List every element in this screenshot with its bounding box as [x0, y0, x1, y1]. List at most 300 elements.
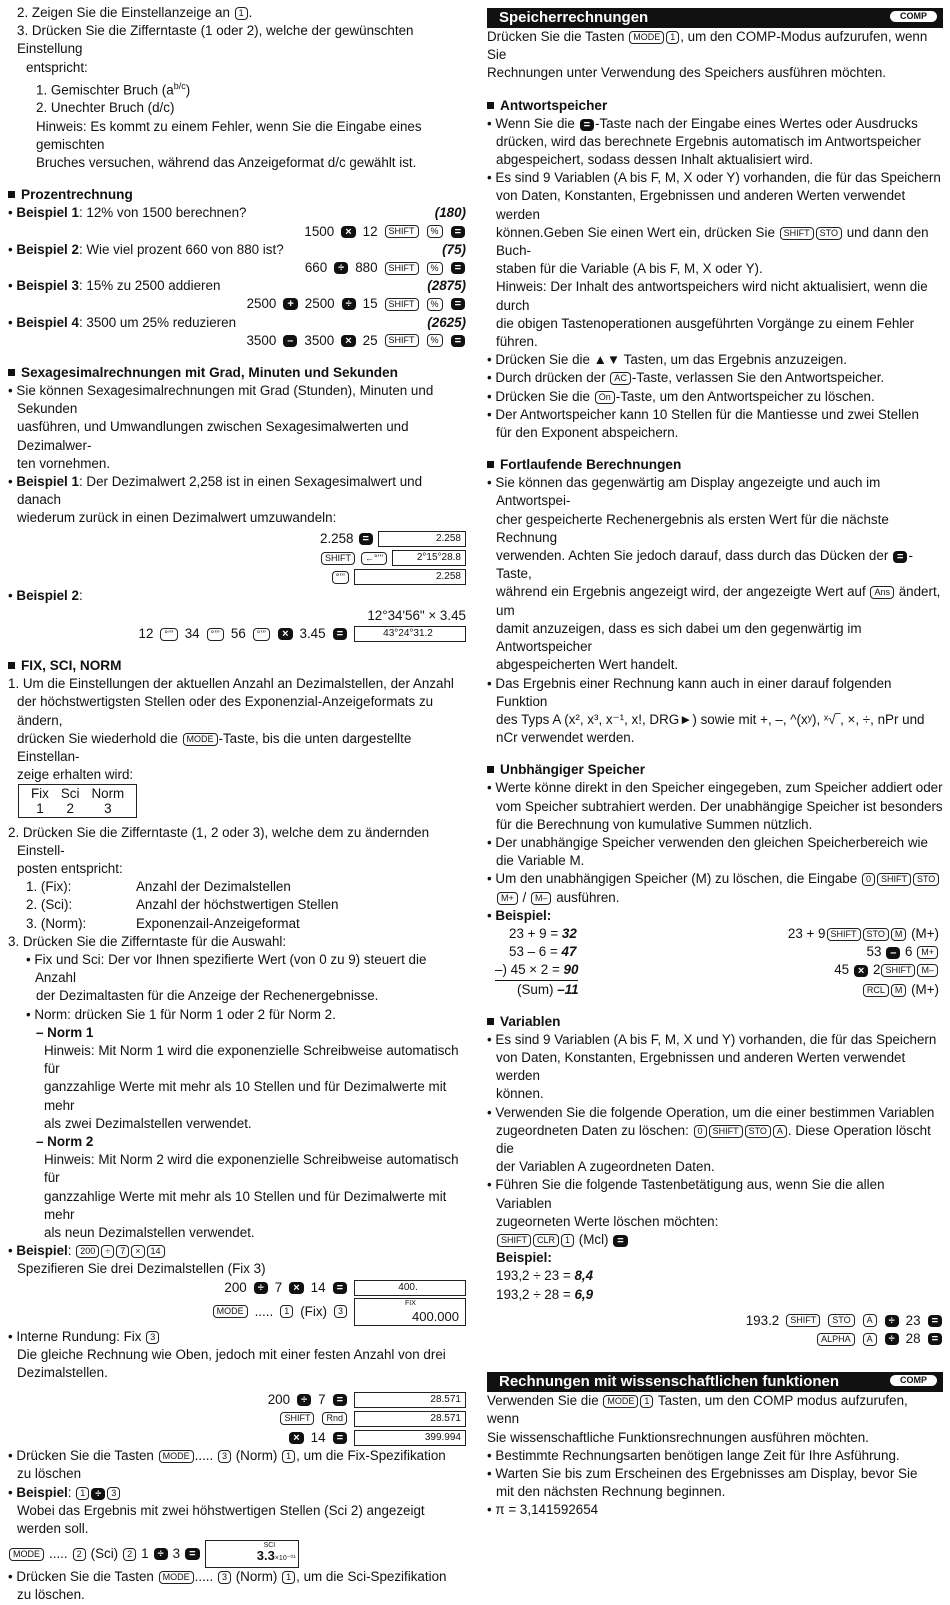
text: (Mcl) [578, 1231, 609, 1247]
paragraph [487, 28, 943, 64]
paragraph: 2. Drücken Sie die Zifferntaste (1, 2 oder 3), welche dem zu ändernden Einstell- [8, 824, 430, 858]
text: 193,2 ÷ 23 = [496, 1268, 571, 1284]
calculator-key: °’’’ [332, 571, 349, 584]
text: , um die Fix-Spezifikation [296, 1448, 446, 1464]
example-row: • Beispiel 3: 15% zu 2500 addieren (2875) [8, 277, 466, 295]
calculator-key: 2 [123, 1548, 136, 1561]
text: Bestimmte Rechnungsarten benötigen lange Zeit für Ihre Asführung. [495, 1447, 900, 1463]
memory-row [509, 981, 939, 999]
calculator-key: – [886, 947, 900, 959]
text: 193.2 [745, 1312, 780, 1328]
paragraph: Rechnungen unter Verwendung des Speichers ausführen möchten. [487, 65, 887, 81]
calculator-key: CLR [533, 1234, 559, 1247]
key-sequence [8, 1409, 466, 1428]
calculator-key: ÷ [297, 1394, 311, 1406]
text: 193,2 ÷ 28 = [496, 1286, 571, 1302]
calculator-key: = [928, 1315, 942, 1327]
text: 2. (Sci): [26, 897, 73, 913]
paragraph [487, 1122, 943, 1158]
paragraph: • Werte könne direkt in den Speicher eingegeben, zum Speicher addiert oder [487, 780, 943, 796]
text: 400.000 [412, 1308, 459, 1324]
text: Werte könne direkt in den Speicher eingegeben, zum Speicher addiert oder [495, 780, 943, 796]
text: : Der Dezimalwert 2,258 ist in einen Sexagesimalwert und danach [17, 473, 423, 508]
text: 12 [362, 223, 378, 239]
calculator-key: = [451, 262, 465, 274]
paragraph: M+ / M– ausführen. [487, 889, 943, 907]
text: ) [185, 82, 191, 98]
calculator-key: STO [863, 928, 889, 941]
text: Speicherrechnungen [499, 9, 649, 26]
display: 400. [354, 1280, 466, 1296]
calculator-key: SHIFT [385, 298, 419, 311]
text: 90 [563, 962, 579, 978]
paragraph: vom Speicher subtrahiert werden. Der unabhängige Speicher ist besonders [496, 798, 943, 814]
paragraph: Hinweis: Der Inhalt des antwortspeichers wird nicht aktualisiert, wenn die durch [496, 279, 928, 313]
paragraph [487, 224, 943, 260]
calculator-key: ÷ [101, 1245, 114, 1258]
text: ×10⁻⁰¹ [274, 1555, 296, 1563]
left-column [8, 4, 466, 1605]
text: , um den COMP-Modus aufzurufen, wenn Sie [487, 29, 928, 63]
text: FIX, SCI, NORM [21, 658, 122, 674]
calculator-key: °’’’ [160, 628, 177, 641]
calculator-key: = [928, 1333, 942, 1345]
calculator-key: 3 [218, 1450, 231, 1463]
display: 2.258 [378, 531, 466, 547]
calculator-key: ÷ [154, 1548, 168, 1560]
calculator-key: 3 [334, 1305, 347, 1318]
text: 1500 [304, 223, 335, 239]
paragraph: • Sie können das gegenwärtig am Display angezeigte und auch im Antwortspei- [487, 475, 881, 509]
text: 1 [36, 801, 44, 817]
calculator-key: × [341, 226, 355, 238]
paragraph: von Daten, Konstanten, Ergebnissen und anderen Werten verwendet werden [496, 188, 906, 222]
calculator-key: STO [828, 1314, 854, 1327]
paragraph: • π = 3,141592654 [487, 1502, 599, 1518]
section-title-fort [487, 456, 943, 474]
calculator-key: 3 [146, 1331, 159, 1344]
display: 399.994 [354, 1430, 466, 1446]
calculator-key: % [427, 334, 443, 347]
text: : 15% zu 2500 addieren [78, 278, 221, 294]
option-row [8, 915, 466, 933]
calculator-key: ÷ [885, 1333, 899, 1345]
text: Anzahl der Dezimalstellen [136, 879, 291, 895]
paragraph: • Durch drücken der AC -Taste, verlassen Sie den Antwortspeicher. [487, 370, 885, 386]
calculator-key: 0 [862, 873, 875, 886]
intro-line: 2. Zeigen Sie die Einstellanzeige an 1 . [17, 5, 253, 20]
memory-row [509, 943, 939, 961]
paragraph: • Warten Sie bis zum Erscheinen des Ergebnisses am Display, bevor Sie [487, 1466, 918, 1482]
calculator-key: MODE [159, 1450, 194, 1463]
text: Durch drücken der [495, 370, 606, 386]
text: 1. (Fix): [26, 879, 72, 895]
text: Beispiel 2 [16, 587, 79, 603]
text: . Diese Operation löscht die [496, 1122, 931, 1156]
text: 14 [310, 1280, 326, 1296]
display: 2.258 [354, 569, 466, 585]
calculator-key: + [283, 298, 297, 310]
calculator-key: SHIFT [497, 1234, 531, 1247]
text: (Sci) [90, 1546, 119, 1562]
calculator-key: A [863, 1314, 877, 1327]
key-sequence [8, 1298, 466, 1326]
text: und dann den Buch- [496, 224, 929, 259]
text: Fortlaufende Berechnungen [500, 457, 682, 473]
display: 28.571 [354, 1411, 466, 1427]
text: Tasten, um den COMP modus aufzurufen, wenn [487, 1393, 908, 1427]
text: ..... [254, 1303, 274, 1319]
text: Norm: drücken Sie 1 für Norm 1 oder 2 für Norm 2. [34, 1006, 336, 1022]
paragraph: Spezifieren Sie drei Dezimalstellen (Fix 3) [17, 1261, 266, 1277]
option-improper-fraction: 2. Unechter Bruch (d/c) [36, 100, 175, 116]
calculator-key: 1 [282, 1571, 295, 1584]
calculator-key: RCL [863, 984, 889, 997]
calculator-key: 14 [147, 1245, 165, 1258]
paragraph: 3. Drücken Sie die Zifferntaste für die Auswahl: [8, 933, 287, 949]
calculator-key: °’’’ [253, 628, 270, 641]
calculator-key: °’’’ [207, 628, 224, 641]
text: 53 – 6 = [509, 944, 558, 960]
text: –) 45 × 2 = [495, 962, 560, 978]
text: 23 [905, 1312, 921, 1328]
text: 23 + 9 = [509, 925, 559, 941]
text: , um die Sci-Spezifikation [296, 1569, 447, 1585]
calculator-key: ÷ [885, 1315, 899, 1327]
text: Beispiel [16, 1243, 68, 1259]
text: Drücken Sie die ▲▼ Tasten, um das Ergebnis anzuzeigen. [495, 352, 847, 368]
calculator-key: SHIFT [321, 552, 355, 565]
text: ändert, um [496, 584, 941, 618]
text: während ein Ergebnis angezeigt wird, der angezeigte Wert auf [496, 584, 866, 600]
calculator-key: SHIFT [786, 1314, 820, 1327]
intro-line: entspricht: [26, 59, 88, 75]
text: 2.258 [320, 530, 354, 546]
text: 3.45 [299, 625, 326, 641]
text: Sie können Sexagesimalrechnungen mit Grad (Stunden), Minuten und Sekunden [16, 382, 434, 417]
option-mixed-fraction [8, 77, 466, 100]
text: 7 [318, 1391, 326, 1407]
text: (Fix) [300, 1303, 327, 1319]
calculator-key: = [893, 551, 907, 563]
text: 12 [138, 625, 154, 641]
right-column [487, 4, 943, 1520]
paragraph: der Dezimaltasten für die Anzeige der Rechenergebnisse. [36, 988, 379, 1004]
text: (Norm) [235, 1569, 278, 1585]
text: Norm [91, 786, 125, 802]
calculator-key: ÷ [254, 1282, 268, 1294]
text: 53 [866, 944, 882, 960]
text: 6,9 [574, 1286, 594, 1302]
text: 25 [362, 332, 378, 348]
text: 15 [362, 296, 378, 312]
calculator-key: = [333, 628, 347, 640]
text: Interne Rundung: Fix [16, 1328, 142, 1344]
calculator-key: 7 [116, 1245, 129, 1258]
key-sequence [8, 1279, 466, 1298]
text: Sie können das gegenwärtig am Display angezeigte und auch im Antwortspei- [495, 475, 881, 509]
paragraph: Die gleiche Rechnung wie Oben, jedoch mit einer festen Anzahl von drei [17, 1346, 446, 1362]
text: Es sind 9 Variablen (A bis F, M, X und Y) vorhanden, die für das Speichern [495, 1031, 937, 1047]
text: 3 [104, 801, 112, 817]
paragraph: • Beispiel: 200 ÷ 7 × 14 [8, 1242, 466, 1260]
paragraph: ten vornehmen. [17, 455, 111, 471]
example-row: • Beispiel 1: 12% von 1500 berechnen? (180) [8, 204, 466, 222]
key-sequence [487, 1330, 943, 1348]
calculator-key: MODE [629, 31, 664, 44]
calculator-key: 200 [76, 1245, 99, 1258]
text: Sci [60, 786, 80, 802]
calculator-key: = [185, 1548, 199, 1560]
paragraph: • Bestimmte Rechnungsarten benötigen lange Zeit für Ihre Asführung. [487, 1447, 900, 1463]
text: 56 [230, 625, 246, 641]
calculator-key: = [580, 119, 594, 131]
text: (Sum) [517, 981, 554, 997]
paragraph: die obigen Tastenoperationen ausgeführten Vorgänge zu einem Fehler führen. [496, 315, 915, 350]
text: 200 [267, 1391, 291, 1407]
calculator-key: SHIFT [877, 873, 911, 886]
text: Drücken Sie die Tasten [487, 29, 625, 44]
text: (M+) [911, 925, 939, 941]
paragraph [487, 1286, 943, 1304]
text: 12°34'56" × 3.45 [367, 607, 466, 623]
text: Fix und Sci: Der vor Ihnen spezifierte Wert (von 0 zu 9) steuert die Anzahl [34, 952, 427, 986]
paragraph: ganzzahlige Werte mit mehr als 10 Stellen und für Dezimalwerte mit mehr [44, 1188, 447, 1222]
paragraph: • Der Antwortspeicher kann 10 Stellen für die Mantiesse und zwei Stellen [487, 406, 919, 422]
text: 3.3 [256, 1548, 275, 1564]
text: -Taste, [496, 548, 913, 582]
text: 7 [274, 1280, 283, 1296]
memory-row [495, 961, 939, 980]
calculator-key: % [427, 225, 443, 238]
calculator-key: 1 [282, 1450, 295, 1463]
paragraph: zeige erhalten wird: [17, 767, 134, 783]
text: 3. (Norm): [26, 915, 87, 931]
calculator-key: AC [610, 372, 631, 385]
calculator-key: SHIFT [827, 928, 861, 941]
text: Verwenden Sie die [487, 1393, 599, 1409]
paragraph: abgespeichert, sodass dessen Inhalt aktualisiert wird. [496, 152, 814, 168]
key-sequence [8, 1428, 466, 1447]
text: 1 [141, 1546, 149, 1562]
calculator-key: STO [745, 1125, 771, 1138]
intro-hint: Bruches versuchen, während das Anzeigeformat d/c gewählt ist. [36, 155, 417, 171]
text: Beispiel 1 [16, 205, 79, 221]
calculator-key: = [451, 298, 465, 310]
key-sequence [487, 1312, 943, 1330]
calculator-key: A [773, 1125, 787, 1138]
text: 1. Gemischter Bruch (a [36, 82, 174, 98]
paragraph: • Beispiel: 1 ÷ 3 [8, 1484, 466, 1502]
section-title-var [487, 1013, 943, 1031]
paragraph: als zwei Dezimalstellen verwendet. [44, 1115, 252, 1131]
paragraph: • Drücken Sie die Tasten MODE ..... 3 (Norm) 1 , um die Sci-Spezifikation [8, 1569, 447, 1585]
text: 2. Zeigen Sie die Einstellanzeige an [17, 5, 230, 20]
calculator-key: × [131, 1245, 144, 1258]
text: können.Geben Sie einen Wert ein, drücken Sie [496, 224, 775, 240]
calculator-key: SHIFT [385, 262, 419, 275]
text: 2 [66, 801, 74, 817]
calculator-key: STO [913, 873, 939, 886]
text: 47 [561, 944, 577, 960]
text: 32 [561, 925, 577, 941]
paragraph: • Beispiel: [487, 907, 552, 923]
text: Der unabhängige Speicher verwenden den gleichen Speicherbereich wie [495, 834, 928, 850]
text: Der Antwortspeicher kann 10 Stellen für die Mantiesse und zwei Stellen [495, 406, 919, 422]
calculator-key: SHIFT [780, 227, 814, 240]
text: Exponenzail-Anzeigeformat [136, 915, 300, 931]
paragraph: • Es sind 9 Variablen (A bis F, M, X oder Y) vorhanden, die für das Speichern [487, 170, 941, 186]
text: Drücken Sie die Tasten [16, 1448, 154, 1464]
calculator-key: ÷ [334, 262, 348, 274]
paragraph: Hinweis: Mit Norm 1 wird die exponenzielle Schreibweise automatisch für [44, 1043, 459, 1077]
calculator-key: MODE [159, 1571, 194, 1584]
paragraph [487, 583, 943, 619]
calculator-key: × [289, 1282, 303, 1294]
paragraph: als neun Dezimalstellen verwendet. [44, 1225, 255, 1241]
text: Beispiel: [495, 907, 552, 923]
text: drücken Sie wiederhold die [17, 730, 178, 746]
calculator-key: SHIFT [385, 225, 419, 238]
memory-row [509, 925, 939, 943]
text: Wenn Sie die [495, 115, 575, 131]
text: (Norm) [235, 1448, 278, 1464]
paragraph [487, 1267, 943, 1285]
calculator-key: 3 [218, 1571, 231, 1584]
paragraph [8, 730, 466, 766]
paragraph: cher gespeicherte Rechenergebnis als ersten Wert für die nächste Rechnung [496, 511, 889, 545]
text: Das Ergebnis einer Rechnung kann auch in einer darauf folgenden Funktion [495, 675, 892, 709]
calculator-key: 0 [694, 1125, 707, 1138]
calculator-key: On [595, 391, 615, 404]
paragraph: • Drücken Sie die Tasten MODE ..... 3 (Norm) 1 , um die Fix-Spezifikation [8, 1448, 446, 1464]
paragraph: • Der unabhängige Speicher verwenden den gleichen Speicherbereich wie [487, 834, 928, 850]
comp-badge: COMP [890, 11, 937, 22]
memory-example [487, 925, 943, 999]
calculator-key: – [283, 335, 297, 347]
text: -Taste, bis die unten dargestellte Einstellan- [17, 730, 412, 764]
calculator-key: 1 [640, 1395, 653, 1408]
calculator-key: SHIFT [881, 964, 915, 977]
paragraph: • Drücken Sie die ▲▼ Tasten, um das Ergebnis anzuzeigen. [487, 352, 847, 368]
paragraph: für den Exponent abspeichern. [496, 425, 679, 441]
mode-table [18, 784, 137, 818]
norm2-title: – Norm 2 [36, 1134, 94, 1150]
text: Rechnungen mit wissenschaftlichen funktionen [499, 1373, 840, 1391]
sexa-example-1 [320, 530, 466, 587]
text: ..... [194, 1448, 214, 1464]
calculator-key: × [854, 965, 868, 977]
calculator-key: = [333, 1432, 347, 1444]
section-title-antwort [487, 97, 943, 115]
display [354, 1298, 466, 1326]
paragraph: • Um den unabhängigen Speicher (M) zu löschen, die Eingabe 0 SHIFT STO [487, 870, 943, 888]
calculator-key: MODE [213, 1305, 248, 1318]
option-row [8, 896, 466, 914]
paragraph: Wobei das Ergebnis mit zwei höhstwertigen Stellen (Sci 2) angezeigt werden soll. [17, 1502, 425, 1537]
text: 2500 [246, 296, 277, 312]
paragraph: • Norm: drücken Sie 1 für Norm 1 oder 2 für Norm 2. [26, 1006, 336, 1022]
key-sequence [8, 1390, 466, 1409]
paragraph: wiederum zurück in einen Dezimalwert umzuwandeln: [17, 510, 337, 526]
paragraph: der Variablen A zugeordneten Daten. [496, 1159, 715, 1175]
key-sequence [8, 332, 466, 350]
calculator-key: = [359, 533, 373, 545]
text: : [78, 587, 83, 603]
calculator-key: M– [531, 892, 552, 905]
paragraph: • Wenn Sie die = -Taste nach der Eingabe eines Wertes oder Ausdrucks [487, 115, 918, 131]
text: ..... [194, 1569, 214, 1585]
text: 200 [224, 1280, 247, 1296]
paragraph: drücken, wird das berechnete Ergebnis automatisch im Antwortspeicher [496, 133, 921, 149]
paragraph [487, 547, 943, 583]
paragraph: • Sie können Sexagesimalrechnungen mit Grad (Stunden), Minuten und Sekunden [8, 382, 434, 417]
paragraph: • Es sind 9 Variablen (A bis F, M, X und Y) vorhanden, die für das Speichern [487, 1031, 937, 1047]
text: Um den unabhängigen Speicher (M) zu löschen, die Eingabe [495, 871, 858, 887]
text: (180) [434, 205, 466, 221]
paragraph: ganzzahlige Werte mit mehr als 10 Stellen und für Dezimalwerte mit mehr [44, 1079, 447, 1113]
key-sequence [8, 1540, 466, 1568]
text: Prozentrechnung [21, 187, 133, 203]
paragraph: 1. Um die Einstellungen der aktuellen Anzahl an Dezimalstellen, der Anzahl [8, 676, 454, 692]
calculator-key: 1 [76, 1487, 89, 1500]
calculator-key: 1 [666, 31, 679, 44]
calculator-key: ÷ [91, 1488, 105, 1500]
section-title-prozent [8, 186, 466, 204]
text: : 3500 um 25% reduzieren [78, 314, 237, 330]
paragraph: • Führen Sie die folgende Tastenbetätigung aus, wenn Sie die allen Variablen [487, 1177, 885, 1211]
calculator-key: ←°’’’ [361, 552, 387, 565]
text: zugeordneten Daten zu löschen: [496, 1122, 689, 1138]
text: FIX [405, 1299, 416, 1307]
text: Unbhängiger Speicher [500, 762, 646, 778]
display: 2°15°28.8 [392, 550, 466, 566]
text: SCI [263, 1542, 276, 1550]
text: Es sind 9 Variablen (A bis F, M, X oder Y) vorhanden, die für das Speichern [495, 170, 941, 186]
paragraph: Dezimalstellen. [17, 1365, 108, 1381]
calculator-key: = [451, 335, 465, 347]
text: 2 [873, 962, 881, 978]
paragraph: mit den nächsten Rechnung beginnen. [496, 1484, 726, 1500]
key-sequence [8, 295, 466, 313]
text: Beispiel 1 [16, 473, 79, 489]
paragraph: Hinweis: Mit Norm 2 wird die exponenzielle Schreibweise automatisch für [44, 1152, 459, 1186]
text: Drücken Sie die Tasten [16, 1569, 154, 1585]
paragraph: • Beispiel 2: [8, 587, 83, 603]
text: 3500 [304, 332, 335, 348]
text: –11 [557, 981, 579, 997]
text: π = 3,141592654 [495, 1502, 599, 1518]
text: : Wie viel prozent 660 von 880 ist? [78, 241, 284, 257]
key-sequence [8, 625, 466, 643]
text: Verwenden Sie die folgende Operation, um die einer bestimmen Variablen [495, 1104, 935, 1120]
text: 660 [304, 259, 328, 275]
text: 2500 [304, 296, 335, 312]
paragraph: damit anzuzeigen, dass es sich dabei um den gegenwärtig im Antwortspeicher [496, 620, 862, 655]
text: Beispiel 3 [16, 278, 79, 294]
text: Beispiel 2 [16, 241, 79, 257]
text: 8,4 [574, 1268, 594, 1284]
text: 45 [834, 962, 850, 978]
key-1: 1 [235, 7, 248, 20]
text: Fix [31, 786, 49, 802]
paragraph: die Variable M. [496, 853, 585, 869]
display: 43°24°31.2 [354, 626, 466, 642]
paragraph: • Das Ergebnis einer Rechnung kann auch in einer darauf folgenden Funktion [487, 675, 892, 709]
text: Beispiel 4 [16, 314, 79, 330]
calculator-key: = [333, 1282, 347, 1294]
text: 3500 [246, 332, 277, 348]
